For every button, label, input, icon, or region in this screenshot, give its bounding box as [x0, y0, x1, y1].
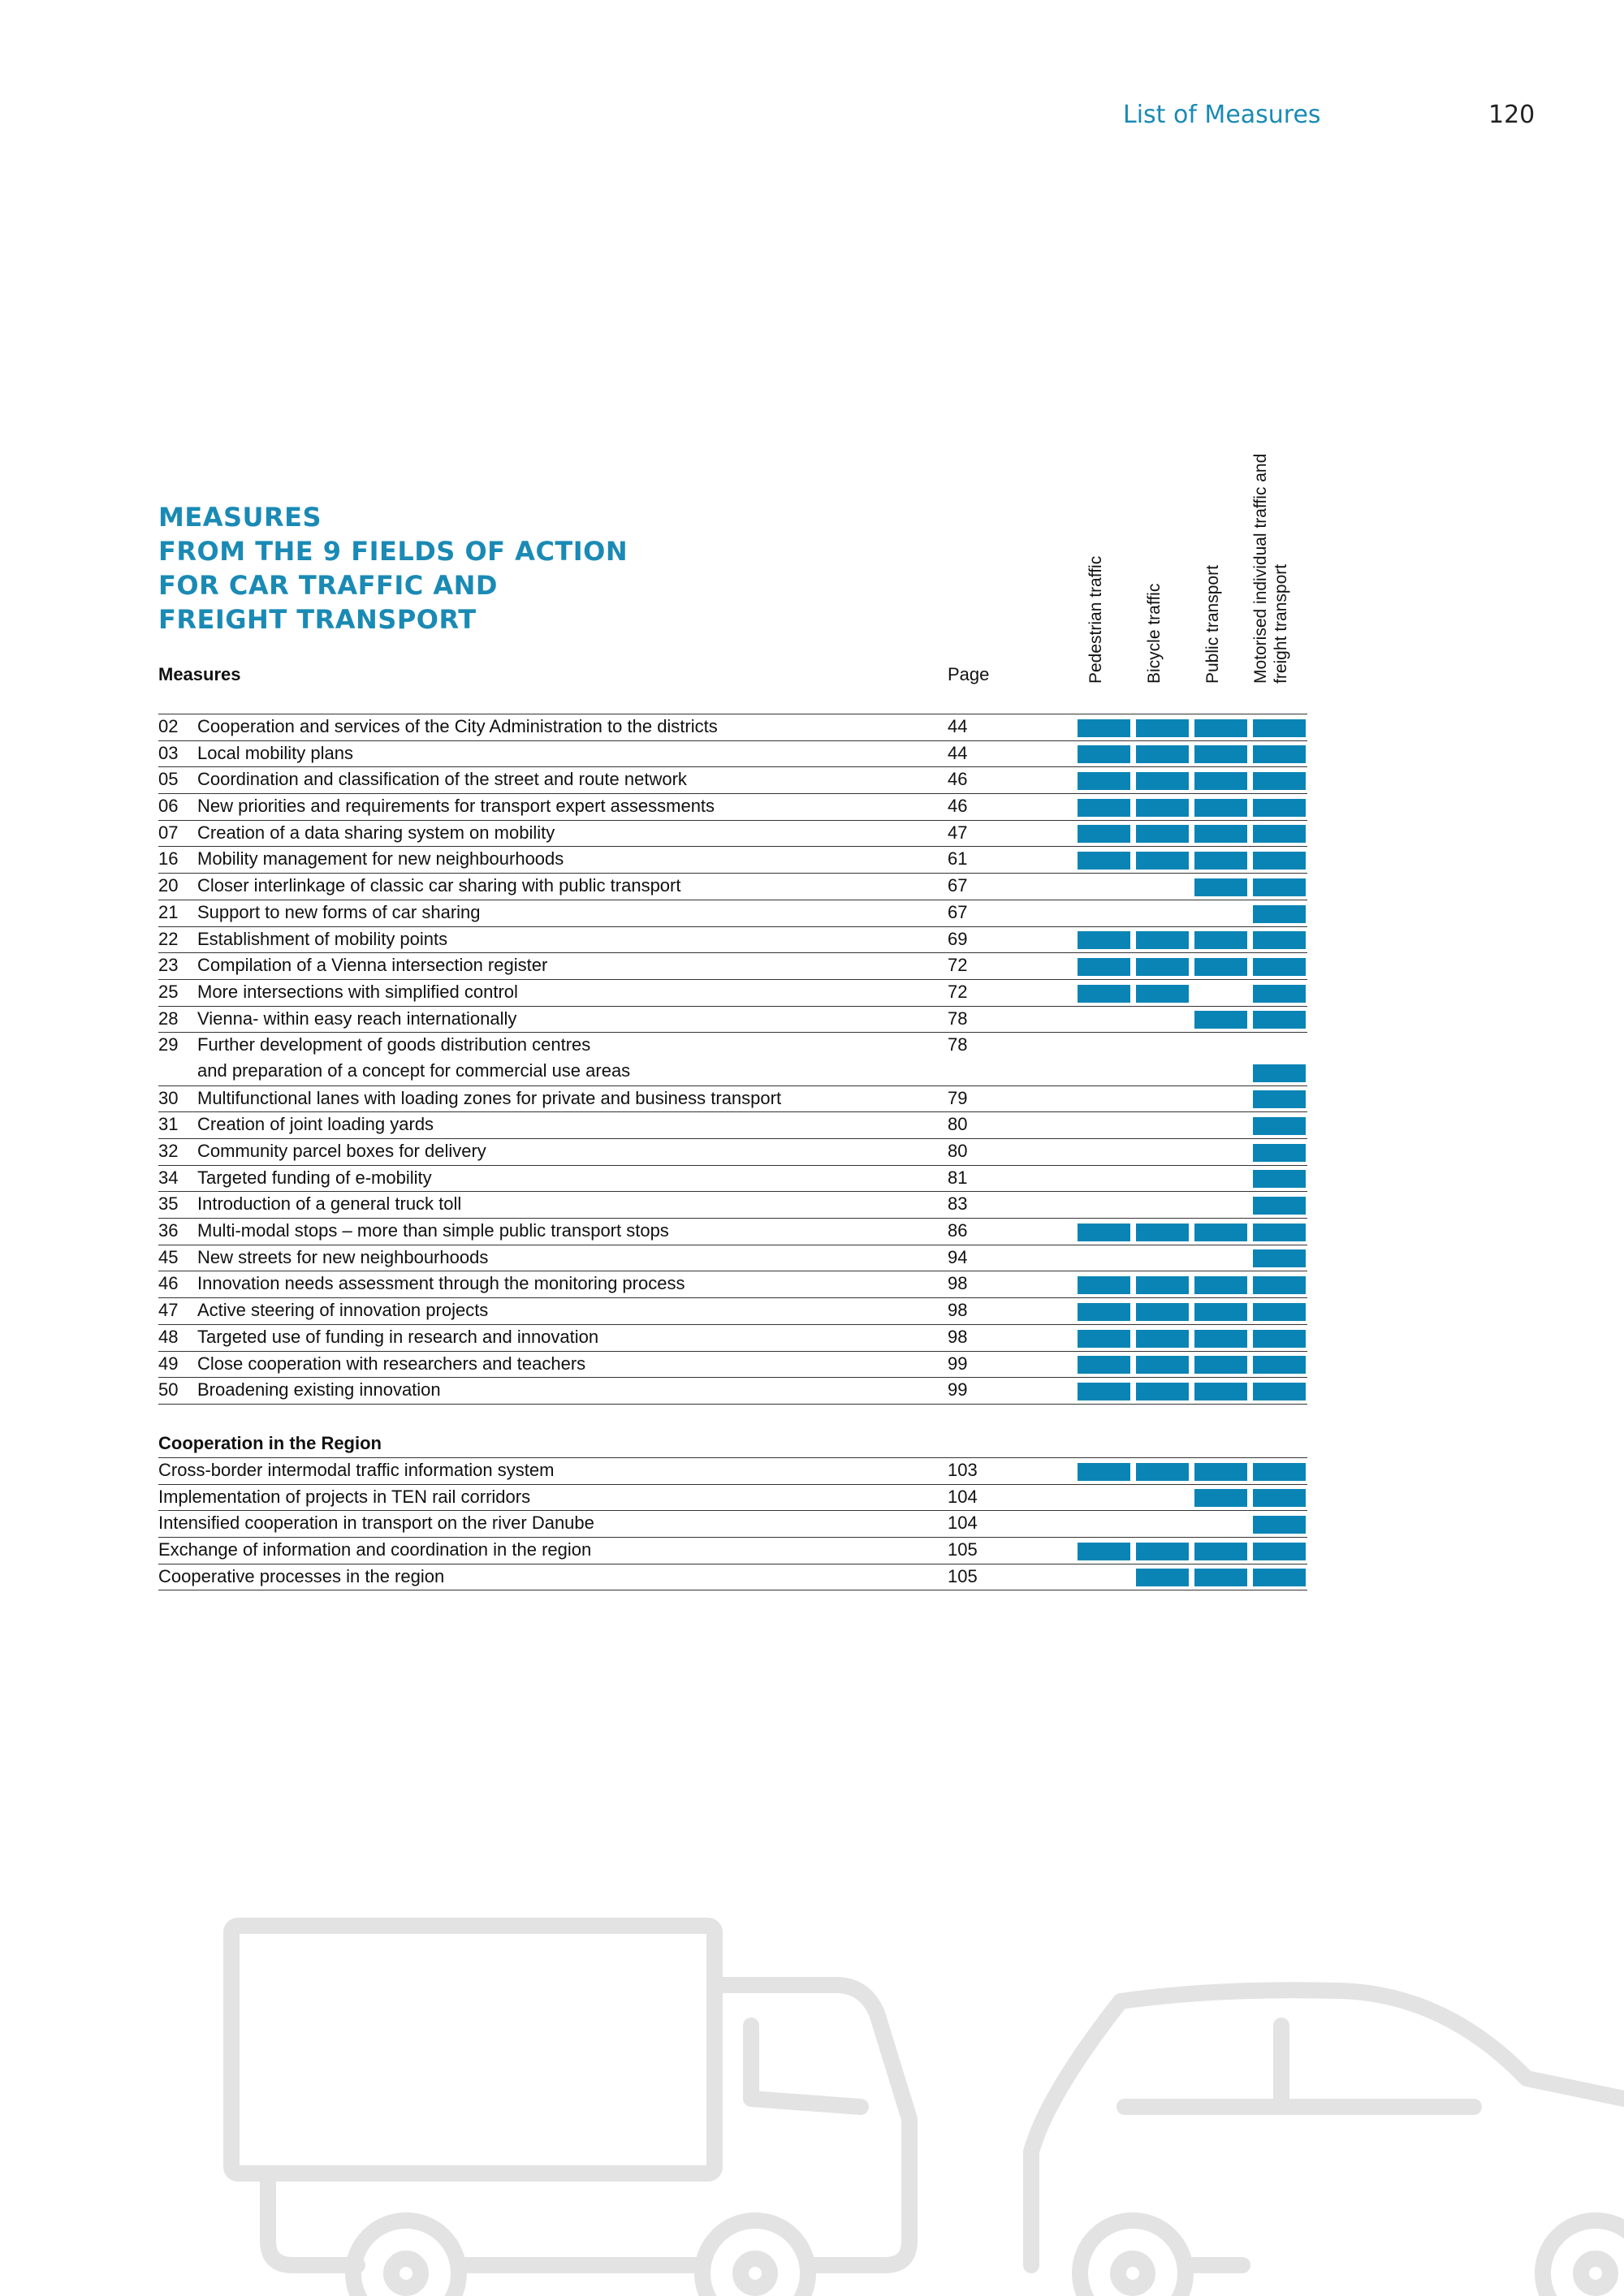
- title-line: FROM THE 9 FIELDS OF ACTION: [158, 536, 628, 567]
- measures-column-header: Measures: [158, 664, 241, 684]
- mark-public-transport: [1194, 1330, 1247, 1348]
- measure-text: [197, 1034, 630, 1081]
- measure-text: [197, 822, 555, 844]
- measure-text-line: Cooperation and services of the City Administration to the districts: [197, 716, 718, 736]
- measure-page: 80: [948, 1141, 968, 1162]
- mark-bicycle: [1136, 1276, 1189, 1294]
- mark-bicycle: [1136, 799, 1189, 817]
- measure-page: 86: [948, 1220, 968, 1241]
- measure-page: 69: [948, 928, 968, 949]
- measures-table: [158, 714, 1307, 1405]
- mark-pedestrian: [1078, 852, 1130, 870]
- measure-text-line: Introduction of a general truck toll: [197, 1193, 462, 1215]
- mark-motorised: [1253, 1569, 1306, 1586]
- mark-bicycle: [1136, 745, 1189, 763]
- mark-public-transport: [1194, 1303, 1247, 1321]
- table-row: [158, 821, 1307, 848]
- mark-pedestrian: [1078, 1383, 1130, 1400]
- mark-motorised: [1253, 905, 1306, 923]
- measure-page: 61: [948, 848, 968, 870]
- measure-page: 83: [948, 1193, 968, 1215]
- table-row: [158, 1298, 1307, 1325]
- measure-page: 44: [948, 742, 968, 763]
- measure-text: [197, 1193, 461, 1215]
- mark-motorised: [1253, 931, 1306, 949]
- measure-text-line: Creation of joint loading yards: [197, 1114, 434, 1135]
- measure-text-line: Close cooperation with researchers and teachers: [197, 1353, 586, 1374]
- mark-pedestrian: [1078, 772, 1130, 790]
- table-row: [158, 1192, 1307, 1219]
- car-window-line: [1125, 2026, 1474, 2107]
- table-row: [158, 741, 1307, 768]
- region-measure-text: Intensified cooperation in transport on the river Danube: [158, 1513, 594, 1534]
- measure-text: [197, 1114, 434, 1135]
- vehicles-illustration: [0, 1884, 1624, 2296]
- mark-pedestrian: [1078, 799, 1130, 817]
- measure-text-line: Closer interlinkage of classic car sharing with public transport: [197, 875, 681, 896]
- measure-text: [197, 716, 718, 737]
- column-header-motorised: [1251, 424, 1320, 684]
- measure-number: 22: [158, 928, 179, 949]
- mark-pedestrian: [1078, 1330, 1130, 1348]
- measure-number: 32: [158, 1141, 179, 1162]
- mark-public-transport: [1194, 1543, 1247, 1560]
- measure-page: 46: [948, 769, 968, 790]
- table-row: [158, 1485, 1307, 1512]
- truck-cargo-box: [231, 1926, 715, 2173]
- mark-bicycle: [1136, 958, 1189, 976]
- mark-public-transport: [1194, 772, 1247, 790]
- mark-pedestrian: [1078, 985, 1130, 1003]
- mark-motorised: [1253, 1543, 1306, 1560]
- measure-text-line: Community parcel boxes for delivery: [197, 1141, 486, 1162]
- table-row: [158, 1458, 1307, 1485]
- mark-bicycle: [1136, 772, 1189, 790]
- measure-text-line: Targeted funding of e-mobility: [197, 1167, 432, 1188]
- measure-text-line: Creation of a data sharing system on mobility: [197, 822, 555, 843]
- measure-page: 47: [948, 822, 968, 843]
- page-column-header: Page: [948, 664, 990, 684]
- measure-page: 78: [948, 1008, 968, 1029]
- mark-bicycle: [1136, 1383, 1189, 1400]
- mark-motorised: [1253, 1516, 1306, 1534]
- mark-bicycle: [1136, 931, 1189, 949]
- measure-text: [197, 955, 547, 976]
- measure-page: 99: [948, 1379, 968, 1400]
- mark-pedestrian: [1078, 1276, 1130, 1294]
- measure-number: 48: [158, 1326, 179, 1347]
- column-header-label: Bicycle traffic: [1145, 583, 1164, 684]
- measure-page: 94: [948, 1246, 968, 1267]
- measure-number: 45: [158, 1246, 179, 1267]
- mark-pedestrian: [1078, 719, 1130, 737]
- mark-motorised: [1253, 1276, 1306, 1294]
- mark-public-transport: [1194, 799, 1247, 817]
- mark-motorised: [1253, 1011, 1306, 1029]
- mark-public-transport: [1194, 852, 1247, 870]
- measure-page: 99: [948, 1353, 968, 1374]
- measure-text: [197, 769, 687, 790]
- mark-motorised: [1253, 1330, 1306, 1348]
- measure-page: 98: [948, 1326, 968, 1347]
- measure-page: 79: [948, 1087, 968, 1108]
- mark-pedestrian: [1078, 958, 1130, 976]
- measure-page: 98: [948, 1273, 968, 1294]
- page-number: 120: [1488, 101, 1535, 129]
- measure-number: 05: [158, 769, 179, 790]
- measure-text-line: Coordination and classification of the street and route network: [197, 769, 687, 790]
- table-row: [158, 1166, 1307, 1193]
- mark-pedestrian: [1078, 1356, 1130, 1374]
- mark-pedestrian: [1078, 1303, 1130, 1321]
- region-table: [158, 1457, 1307, 1590]
- table-row: [158, 1511, 1307, 1538]
- measure-number: 34: [158, 1167, 179, 1188]
- mark-motorised: [1253, 1356, 1306, 1374]
- mark-public-transport: [1194, 1463, 1247, 1481]
- measure-text: [197, 1353, 585, 1375]
- mark-motorised: [1253, 719, 1306, 737]
- measure-page: 67: [948, 901, 968, 922]
- measure-page: 81: [948, 1167, 968, 1188]
- table-row: [158, 1033, 1307, 1085]
- mark-motorised: [1253, 1249, 1306, 1267]
- title-line: FOR CAR TRAFFIC AND: [158, 570, 498, 601]
- column-header-public-transport: [1194, 424, 1251, 684]
- region-measure-page: 105: [948, 1539, 978, 1560]
- measure-text-line: Further development of goods distribution centres: [197, 1034, 591, 1055]
- column-header-bicycle: [1136, 424, 1193, 684]
- measure-text: [197, 902, 481, 923]
- table-row: [158, 847, 1307, 874]
- mark-motorised: [1253, 1303, 1306, 1321]
- table-row: [158, 714, 1307, 741]
- measure-text: [197, 1327, 598, 1348]
- table-row: [158, 767, 1307, 794]
- measure-page: 72: [948, 981, 968, 1002]
- car-hub-rear: [1118, 2259, 1147, 2288]
- column-header-label: Motorised individual traffic and freight transport: [1251, 453, 1290, 684]
- measure-number: 31: [158, 1114, 179, 1135]
- measure-text-line: Multifunctional lanes with loading zones for private and business transport: [197, 1087, 782, 1108]
- mark-bicycle: [1136, 1569, 1189, 1586]
- region-measure-page: 103: [948, 1460, 978, 1480]
- mark-pedestrian: [1078, 931, 1130, 949]
- mark-bicycle: [1136, 1224, 1189, 1241]
- mark-bicycle: [1136, 1303, 1189, 1321]
- truck-window: [751, 2026, 861, 2107]
- region-measure-text: Cross-border intermodal traffic information system: [158, 1460, 555, 1480]
- measure-text-line: Local mobility plans: [197, 742, 353, 763]
- mark-bicycle: [1136, 1463, 1189, 1481]
- mark-public-transport: [1194, 1569, 1247, 1586]
- column-header-label: Public transport: [1203, 565, 1222, 684]
- mark-motorised: [1253, 878, 1306, 896]
- column-header-label: Pedestrian traffic: [1086, 555, 1105, 684]
- measure-text-line: and preparation of a concept for commercial use areas: [197, 1060, 631, 1081]
- measure-text-line: Broadening existing innovation: [197, 1379, 441, 1400]
- truck-hub-rear: [391, 2259, 421, 2288]
- measure-page: 46: [948, 796, 968, 817]
- measure-text-line: New priorities and requirements for transport expert assessments: [197, 796, 715, 817]
- measure-number: 50: [158, 1379, 179, 1400]
- measure-text: [197, 1247, 488, 1268]
- mark-motorised: [1253, 1383, 1306, 1400]
- mark-bicycle: [1136, 985, 1189, 1003]
- mark-motorised: [1253, 1463, 1306, 1481]
- mark-pedestrian: [1078, 1224, 1130, 1241]
- measure-text-line: Multi-modal stops – more than simple public transport stops: [197, 1220, 669, 1241]
- measure-text-line: Targeted use of funding in research and innovation: [197, 1326, 599, 1347]
- measure-text: [197, 1141, 486, 1162]
- car-hub-front: [1581, 2259, 1610, 2288]
- table-row: [158, 953, 1307, 980]
- truck-cab: [268, 1985, 909, 2265]
- region-measure-page: 105: [948, 1565, 978, 1586]
- mark-motorised: [1253, 1090, 1306, 1108]
- measure-text-line: Compilation of a Vienna intersection register: [197, 955, 548, 976]
- mark-motorised: [1253, 799, 1306, 817]
- measure-number: 46: [158, 1273, 179, 1294]
- mark-public-transport: [1194, 878, 1247, 896]
- mark-public-transport: [1194, 745, 1247, 763]
- table-row: [158, 927, 1307, 954]
- mark-motorised: [1253, 1489, 1306, 1507]
- measure-number: 07: [158, 822, 179, 843]
- measure-number: 06: [158, 796, 179, 817]
- mark-motorised: [1253, 825, 1306, 843]
- mark-motorised: [1253, 958, 1306, 976]
- measure-number: 29: [158, 1034, 179, 1055]
- measure-page: 67: [948, 875, 968, 896]
- mark-public-transport: [1194, 719, 1247, 737]
- mark-public-transport: [1194, 958, 1247, 976]
- title-line: MEASURES: [158, 502, 322, 533]
- measure-page: 44: [948, 716, 968, 736]
- table-row: [158, 794, 1307, 821]
- region-measure-text: Cooperative processes in the region: [158, 1565, 445, 1586]
- measure-text: [197, 929, 447, 950]
- measure-text-line: Support to new forms of car sharing: [197, 901, 481, 922]
- page-title: [158, 500, 628, 637]
- measure-text: [197, 743, 353, 764]
- measure-text-line: Mobility management for new neighbourhoods: [197, 848, 564, 870]
- mark-motorised: [1253, 1144, 1306, 1162]
- column-header-pedestrian: [1078, 424, 1134, 684]
- measure-number: 03: [158, 742, 179, 763]
- measure-text-line: Innovation needs assessment through the monitoring process: [197, 1273, 685, 1294]
- table-row: [158, 1112, 1307, 1139]
- measure-number: 25: [158, 981, 179, 1002]
- measure-number: 28: [158, 1008, 179, 1029]
- mark-bicycle: [1136, 1330, 1189, 1348]
- mark-public-transport: [1194, 1383, 1247, 1400]
- table-row: [158, 1538, 1307, 1564]
- table-row: [158, 1245, 1307, 1272]
- table-row: [158, 900, 1307, 927]
- measure-text-line: More intersections with simplified control: [197, 981, 518, 1002]
- measure-number: 23: [158, 955, 179, 976]
- mark-motorised: [1253, 772, 1306, 790]
- measure-number: 16: [158, 848, 179, 870]
- mark-public-transport: [1194, 825, 1247, 843]
- region-heading: Cooperation in the Region: [158, 1433, 382, 1453]
- measure-text-line: New streets for new neighbourhoods: [197, 1246, 489, 1267]
- measure-number: 36: [158, 1220, 179, 1241]
- measure-text: [197, 1273, 685, 1294]
- measure-page: 98: [948, 1300, 968, 1321]
- measure-number: 20: [158, 875, 179, 896]
- table-row: [158, 1352, 1307, 1379]
- mark-pedestrian: [1078, 745, 1130, 763]
- mark-bicycle: [1136, 719, 1189, 737]
- measure-number: 30: [158, 1087, 179, 1108]
- table-row: [158, 980, 1307, 1007]
- section-title: List of Measures: [1123, 101, 1321, 129]
- mark-motorised: [1253, 1170, 1306, 1188]
- table-row: [158, 874, 1307, 900]
- mark-public-transport: [1194, 1011, 1247, 1029]
- mark-motorised: [1253, 745, 1306, 763]
- mark-motorised: [1253, 1064, 1306, 1082]
- mark-motorised: [1253, 1224, 1306, 1241]
- truck-hub-front: [741, 2259, 770, 2288]
- table-row: [158, 1086, 1307, 1113]
- mark-bicycle: [1136, 1356, 1189, 1374]
- mark-public-transport: [1194, 1276, 1247, 1294]
- measure-page: 80: [948, 1114, 968, 1135]
- table-row: [158, 1378, 1307, 1405]
- measure-text-line: Active steering of innovation projects: [197, 1300, 489, 1321]
- table-row: [158, 1219, 1307, 1245]
- measure-number: 47: [158, 1300, 179, 1321]
- measure-number: 35: [158, 1193, 179, 1215]
- mark-motorised: [1253, 1117, 1306, 1135]
- measure-text-line: Establishment of mobility points: [197, 928, 448, 949]
- mark-bicycle: [1136, 852, 1189, 870]
- mark-motorised: [1253, 1197, 1306, 1215]
- region-measure-page: 104: [948, 1486, 978, 1507]
- mark-public-transport: [1194, 1489, 1247, 1507]
- measure-text-line: Vienna- within easy reach internationally: [197, 1008, 517, 1029]
- mark-public-transport: [1194, 1356, 1247, 1374]
- mark-public-transport: [1194, 1224, 1247, 1241]
- measure-text: [197, 1379, 441, 1400]
- measure-page: 72: [948, 955, 968, 976]
- table-row: [158, 1139, 1307, 1166]
- mark-bicycle: [1136, 1543, 1189, 1560]
- mark-pedestrian: [1078, 1463, 1130, 1481]
- measure-text: [197, 1167, 432, 1189]
- measure-text: [197, 982, 518, 1003]
- measure-text: [197, 848, 564, 870]
- measure-number: 21: [158, 901, 179, 922]
- table-row: [158, 1271, 1307, 1298]
- region-measure-page: 104: [948, 1513, 978, 1534]
- measure-text: [197, 875, 680, 896]
- table-row: [158, 1007, 1307, 1034]
- mark-motorised: [1253, 985, 1306, 1003]
- title-line: FREIGHT TRANSPORT: [158, 604, 477, 635]
- table-row: [158, 1325, 1307, 1352]
- table-row: [158, 1564, 1307, 1591]
- measure-text: [197, 1220, 669, 1241]
- mark-bicycle: [1136, 825, 1189, 843]
- mark-pedestrian: [1078, 1543, 1130, 1560]
- measure-text: [197, 1008, 516, 1029]
- mark-public-transport: [1194, 931, 1247, 949]
- measure-number: 02: [158, 716, 179, 736]
- mark-motorised: [1253, 852, 1306, 870]
- measure-page: 78: [948, 1034, 968, 1055]
- region-measure-text: Implementation of projects in TEN rail corridors: [158, 1486, 531, 1507]
- measure-text: [197, 1300, 488, 1321]
- mark-pedestrian: [1078, 825, 1130, 843]
- measure-text: [197, 796, 715, 817]
- measure-text: [197, 1088, 781, 1109]
- measure-number: 49: [158, 1353, 179, 1374]
- region-measure-text: Exchange of information and coordination in the region: [158, 1539, 592, 1560]
